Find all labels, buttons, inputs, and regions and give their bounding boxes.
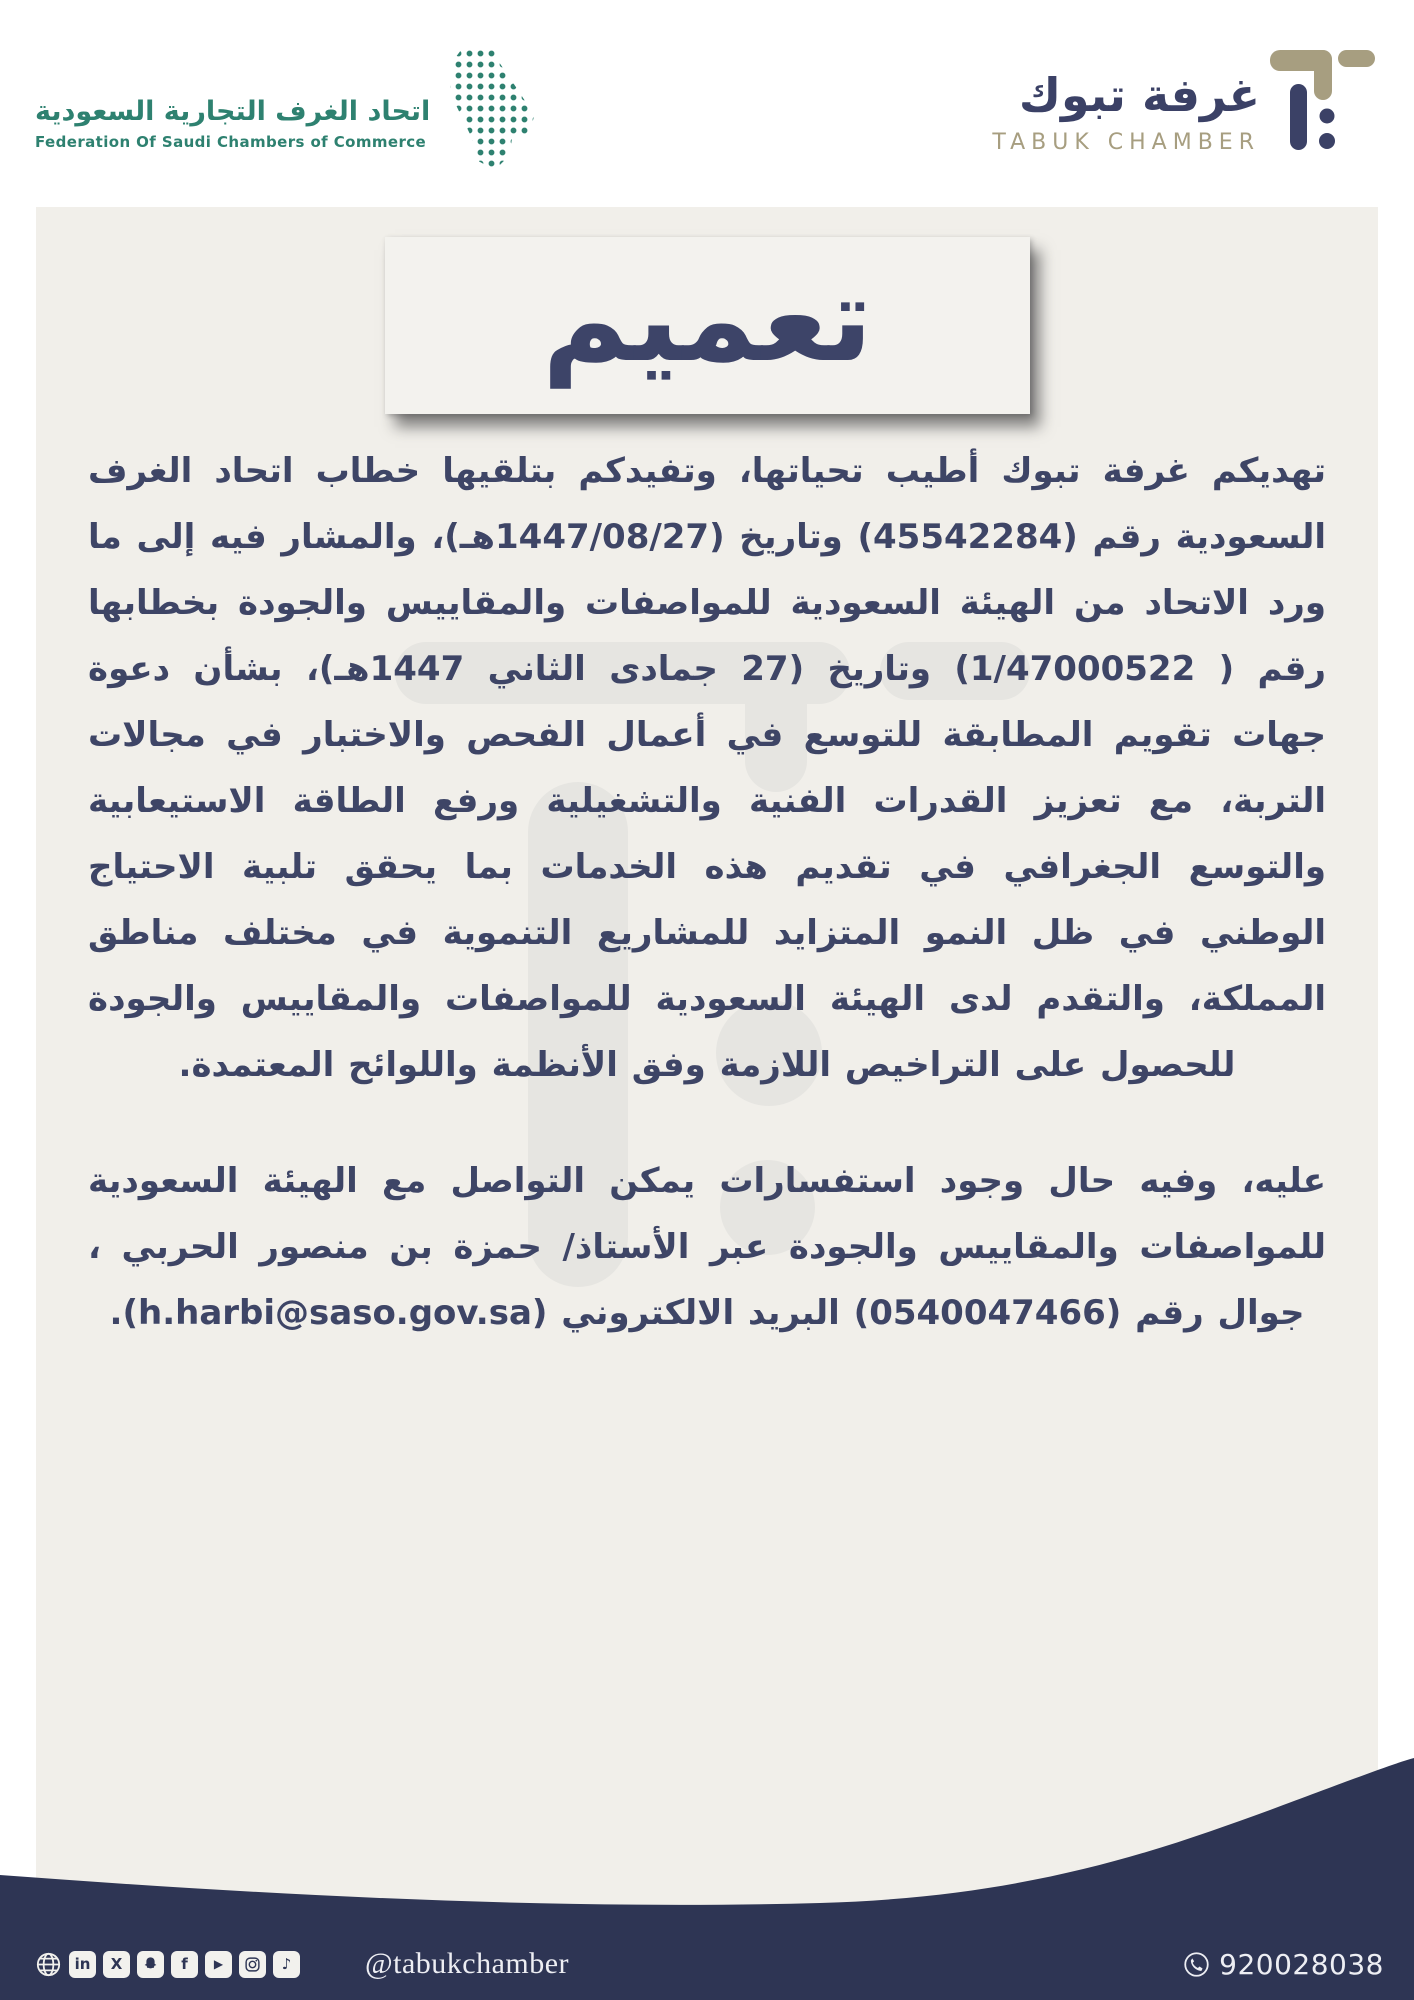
youtube-icon[interactable]: ▶ bbox=[205, 1951, 232, 1978]
circular-title-box bbox=[385, 237, 1030, 414]
phone-icon bbox=[1183, 1951, 1210, 1978]
footer-phone bbox=[1183, 1948, 1384, 1981]
website-globe-icon[interactable] bbox=[35, 1951, 62, 1978]
tabuk-name-english: TABUK CHAMBER bbox=[992, 130, 1260, 155]
circular-body-paragraph: تهديكم غرفة تبوك أطيب تحياتها، وتفيدكم بتلقيها خطاب اتحاد الغرف السعودية رقم (45542284) وتاريخ (1447/08/27هـ)، والمشار فيه إلى ما ورد الاتحاد من الهيئة السعودية للمواصفات والمقاييس والجودة بخطابها رقم ( 1/47000522) وتاريخ (27 جمادى الثاني 1447هـ)، بشأن دعوة جهات تقويم المطابقة للتوسع في أعمال الفحص والاختبار في مجالات التربة، مع تعزيز القدرات الفنية والتشغيلية ورفع الطاقة الاستيعابية والتوسع الجغرافي في تقديم هذه الخدمات بما يحقق تلبية الاحتياج الوطني في ظل النمو المتزايد للمشاريع التنموية في مختلف مناطق المملكة، والتقدم لدى الهيئة السعودية للمواصفات والمقاييس والجودة للحصول على التراخيص اللازمة وفق الأنظمة واللوائح المعتمدة. bbox=[88, 451, 1327, 1085]
linkedin-icon[interactable]: in bbox=[69, 1951, 96, 1978]
fsc-name-arabic: اتحاد الغرف التجارية السعودية bbox=[35, 96, 431, 127]
fsc-logo bbox=[35, 48, 534, 170]
fsc-name-english: Federation Of Saudi Chambers of Commerce bbox=[35, 133, 427, 151]
tabuk-logo-mark-icon bbox=[1270, 50, 1400, 150]
instagram-icon[interactable] bbox=[239, 1951, 266, 1978]
tiktok-icon[interactable]: ♪ bbox=[273, 1951, 300, 1978]
footer bbox=[35, 1944, 1384, 1984]
unified-phone-number: 920028038 bbox=[1219, 1947, 1384, 1981]
saudi-map-dots-icon bbox=[442, 48, 534, 170]
snapchat-icon[interactable] bbox=[137, 1951, 164, 1978]
tabuk-chamber-logo bbox=[992, 50, 1400, 155]
page-title: تعميم bbox=[542, 249, 873, 388]
x-twitter-icon[interactable]: X bbox=[103, 1951, 130, 1978]
contact-info-paragraph: عليه، وفيه حال وجود استفسارات يمكن التواصل مع الهيئة السعودية للمواصفات والمقاييس والجودة عبر الأستاذ/ حمزة بن منصور الحربي ، جوال رقم (0540047466) البريد الالكتروني (h.harbi@saso.gov.sa). bbox=[88, 1161, 1326, 1333]
facebook-icon[interactable]: f bbox=[171, 1951, 198, 1978]
social-handle: @tabukchamber bbox=[365, 1947, 570, 1980]
tabuk-name-arabic: غرفة تبوك bbox=[1018, 68, 1260, 122]
